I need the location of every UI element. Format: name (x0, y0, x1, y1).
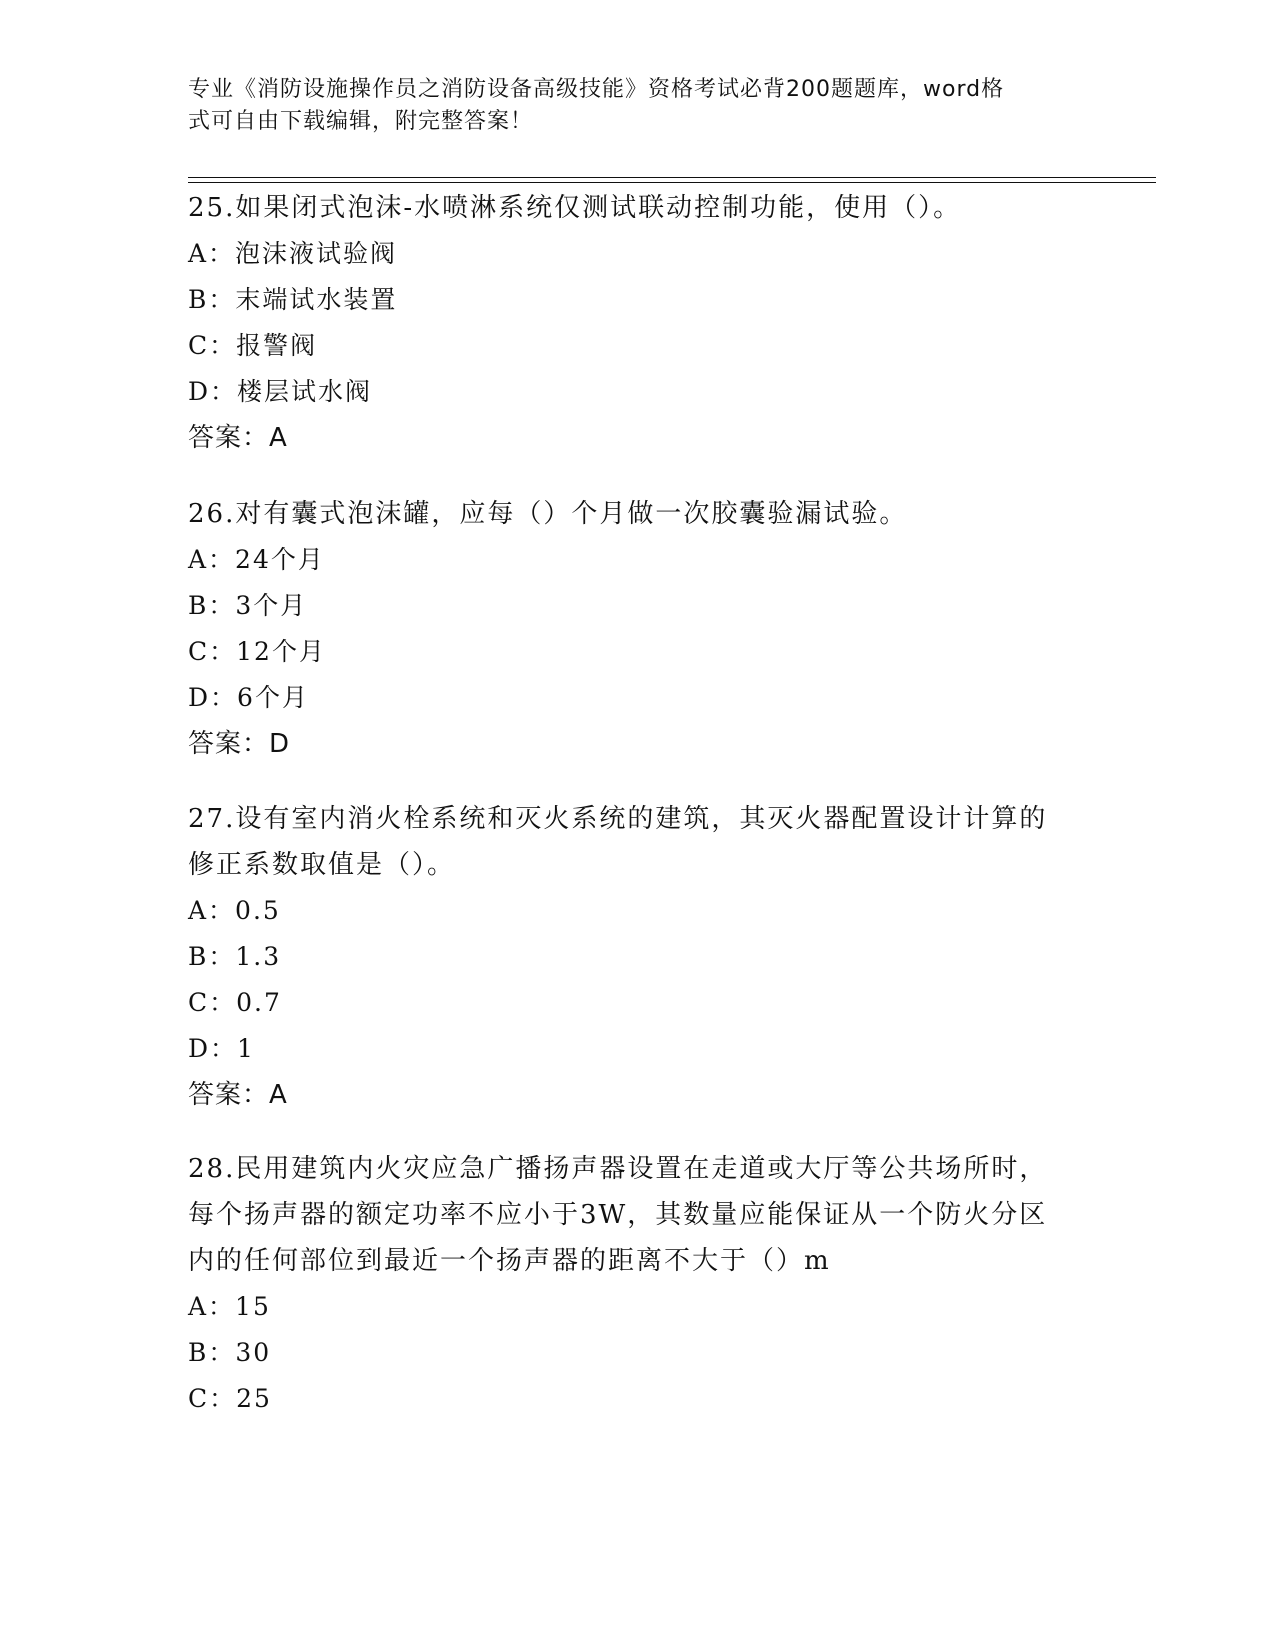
question-25 (188, 185, 1088, 461)
option-a: A：15 (188, 1292, 271, 1321)
option-b: B：3个月 (188, 591, 308, 620)
question-text: 25.如果闭式泡沫-水喷淋系统仅测试联动控制功能，使用（）。 (188, 193, 962, 223)
question-text-line-1: 28.民用建筑内火灾应急广播扬声器设置在走道或大厅等公共场所时， (188, 1154, 1048, 1184)
answer-text: 答案：D (188, 729, 291, 759)
option-a: A：0.5 (188, 896, 281, 925)
answer-text: 答案：A (188, 1080, 288, 1110)
option-a: A：24个月 (188, 545, 325, 574)
question-text-line-2: 修正系数取值是（）。 (188, 850, 456, 880)
option-c: C：报警阀 (188, 331, 318, 360)
option-a: A：泡沫液试验阀 (188, 239, 398, 268)
option-c: C：25 (188, 1384, 272, 1413)
header-divider-bottom (188, 182, 1156, 183)
option-b: B：末端试水装置 (188, 285, 398, 314)
option-c: C：0.7 (188, 988, 282, 1017)
option-d: D：6个月 (188, 683, 309, 712)
document-header (188, 74, 1068, 138)
option-c: C：12个月 (188, 637, 326, 666)
option-b: B：30 (188, 1338, 272, 1367)
option-d: D：1 (188, 1034, 255, 1063)
question-28 (188, 1146, 1088, 1422)
option-b: B：1.3 (188, 942, 282, 971)
question-text-line-3: 内的任何部位到最近一个扬声器的距离不大于（）m (188, 1246, 831, 1276)
answer-text: 答案：A (188, 423, 288, 453)
header-line-2: 式可自由下载编辑，附完整答案！ (188, 109, 534, 134)
question-text-line-2: 每个扬声器的额定功率不应小于3W，其数量应能保证从一个防火分区 (188, 1200, 1048, 1230)
question-27 (188, 796, 1088, 1118)
question-text: 26.对有囊式泡沫罐，应每（）个月做一次胶囊验漏试验。 (188, 499, 908, 529)
option-d: D：楼层试水阀 (188, 377, 373, 406)
header-divider-top (188, 177, 1156, 178)
question-text-line-1: 27.设有室内消火栓系统和灭火系统的建筑，其灭火器配置设计计算的 (188, 804, 1048, 834)
header-line-1: 专业《消防设施操作员之消防设备高级技能》资格考试必背200题题库，word格 (188, 77, 1005, 102)
question-26 (188, 491, 1088, 767)
